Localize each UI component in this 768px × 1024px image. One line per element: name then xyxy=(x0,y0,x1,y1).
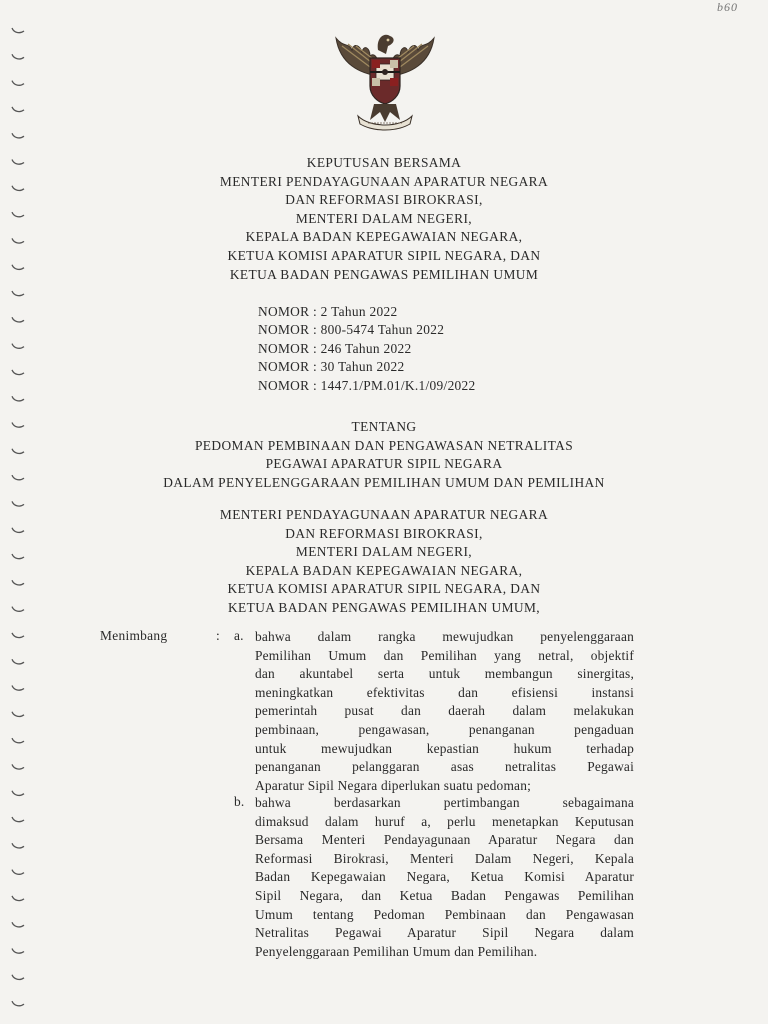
binder-mark xyxy=(12,843,24,848)
binder-mark xyxy=(12,738,24,743)
binder-mark xyxy=(12,686,24,691)
handwritten-mark: b60 xyxy=(717,0,738,14)
nomor-line: NOMOR : 1447.1/PM.01/K.1/09/2022 xyxy=(258,377,476,393)
item-line: meningkatkan efektivitas dan efisiensi instansi xyxy=(255,684,634,700)
nomor-line: NOMOR : 800-5474 Tahun 2022 xyxy=(258,322,445,338)
binder-mark xyxy=(12,133,24,138)
authority-line: MENTERI PENDAYAGUNAAN APARATUR NEGARA xyxy=(219,507,549,522)
binder-mark xyxy=(12,896,24,901)
authority-line: KEPALA BADAN KEPEGAWAIAN NEGARA, xyxy=(245,562,523,578)
item-line: untuk mewujudkan kepastian hukum terhadap xyxy=(255,740,634,756)
heading-line: MENTERI PENDAYAGUNAAN APARATUR NEGARA xyxy=(219,173,549,189)
nomor-line: NOMOR : 30 Tahun 2022 xyxy=(258,359,405,375)
heading-line: KETUA BADAN PENGAWAS PEMILIHAN UMUM xyxy=(229,266,539,282)
binder-mark xyxy=(12,344,24,349)
binder-mark xyxy=(12,975,24,980)
heading-line: DAN REFORMASI BIROKRASI, xyxy=(285,192,483,208)
garuda-emblem-icon xyxy=(330,24,440,132)
item-line: Penyelenggaraan Pemilihan Umum dan Pemilihan. xyxy=(255,943,538,959)
menimbang-colon: : xyxy=(216,628,220,643)
tentang-line: PEGAWAI APARATUR SIPIL NEGARA xyxy=(265,456,503,472)
authority-line: DAN REFORMASI BIROKRASI, xyxy=(285,525,483,541)
tentang-line: DALAM PENYELENGGARAAN PEMILIHAN UMUM DAN PEMILIHAN xyxy=(163,474,605,490)
binder-mark xyxy=(12,712,24,717)
item-line: Sipil Negara, dan Ketua Badan Pengawas Pemilihan xyxy=(255,887,634,903)
item-line: Netralitas Pegawai Aparatur Sipil Negara dalam xyxy=(255,925,634,941)
heading-line: KEPUTUSAN BERSAMA xyxy=(306,155,462,170)
tentang-line: PEDOMAN PEMBINAAN DAN PENGAWASAN NETRALITAS xyxy=(194,437,574,453)
binder-mark xyxy=(12,633,24,638)
item-line: Badan Kepegawaian Negara, Ketua Komisi Aparatur xyxy=(255,869,634,885)
binder-mark xyxy=(12,949,24,954)
issuing-authorities xyxy=(0,506,768,618)
item-line: dan akuntabel serta untuk membangun sinergitas, xyxy=(255,666,634,682)
binder-mark xyxy=(12,870,24,875)
nomor-line: NOMOR : 246 Tahun 2022 xyxy=(258,340,412,356)
binder-mark xyxy=(12,1001,24,1006)
authority-line: KETUA BADAN PENGAWAS PEMILIHAN UMUM, xyxy=(227,599,540,615)
tentang-line: TENTANG xyxy=(351,419,417,434)
binder-mark xyxy=(12,659,24,664)
binder-mark xyxy=(12,54,24,59)
menimbang-label: Menimbang xyxy=(100,628,168,643)
item-line: Pemilihan Umum dan Pemilihan yang netral, objektif xyxy=(255,647,634,663)
nomor-line: NOMOR : 2 Tahun 2022 xyxy=(258,304,398,319)
binder-mark xyxy=(12,817,24,822)
item-line: Reformasi Birokrasi, Menteri Dalam Negeri, Kepala xyxy=(255,850,634,866)
heading-line: KETUA KOMISI APARATUR SIPIL NEGARA, DAN xyxy=(227,247,541,263)
item-line: penanganan pelanggaran asas netralitas Pegawai xyxy=(255,759,634,775)
item-letter: a. xyxy=(234,628,244,643)
binder-mark xyxy=(12,28,24,33)
item-line: Bersama Menteri Pendayagunaan Aparatur Negara dan xyxy=(255,832,634,848)
binder-mark xyxy=(12,764,24,769)
binder-mark xyxy=(12,107,24,112)
item-letter: b. xyxy=(234,794,245,809)
binder-mark xyxy=(12,317,24,322)
heading-line: MENTERI DALAM NEGERI, xyxy=(295,210,473,226)
item-line: Aparatur Sipil Negara diperlukan suatu pedoman; xyxy=(255,777,532,793)
binder-mark xyxy=(12,81,24,86)
item-line: pembinaan, pengawasan, penanganan pengaduan xyxy=(255,721,634,737)
binder-mark xyxy=(12,791,24,796)
item-line: bahwa dalam rangka mewujudkan penyelenggaraan xyxy=(255,629,634,644)
binder-mark xyxy=(12,396,24,401)
heading-line: KEPALA BADAN KEPEGAWAIAN NEGARA, xyxy=(245,229,523,245)
decree-numbers xyxy=(258,303,476,395)
authority-line: KETUA KOMISI APARATUR SIPIL NEGARA, DAN xyxy=(227,581,541,597)
item-line: Umum tentang Pedoman Pembinaan dan Pengawasan xyxy=(255,906,634,922)
decree-heading xyxy=(0,154,768,284)
item-line: dimaksud dalam huruf a, perlu menetapkan Keputusan xyxy=(255,813,634,829)
item-line: pemerintah pusat dan daerah dalam melakukan xyxy=(255,703,634,719)
authority-line: MENTERI DALAM NEGERI, xyxy=(295,544,473,560)
decree-subject xyxy=(0,418,768,492)
binder-mark xyxy=(12,370,24,375)
item-line: bahwa berdasarkan pertimbangan sebagaimana xyxy=(255,795,634,810)
binder-mark xyxy=(12,291,24,296)
binder-mark xyxy=(12,922,24,927)
